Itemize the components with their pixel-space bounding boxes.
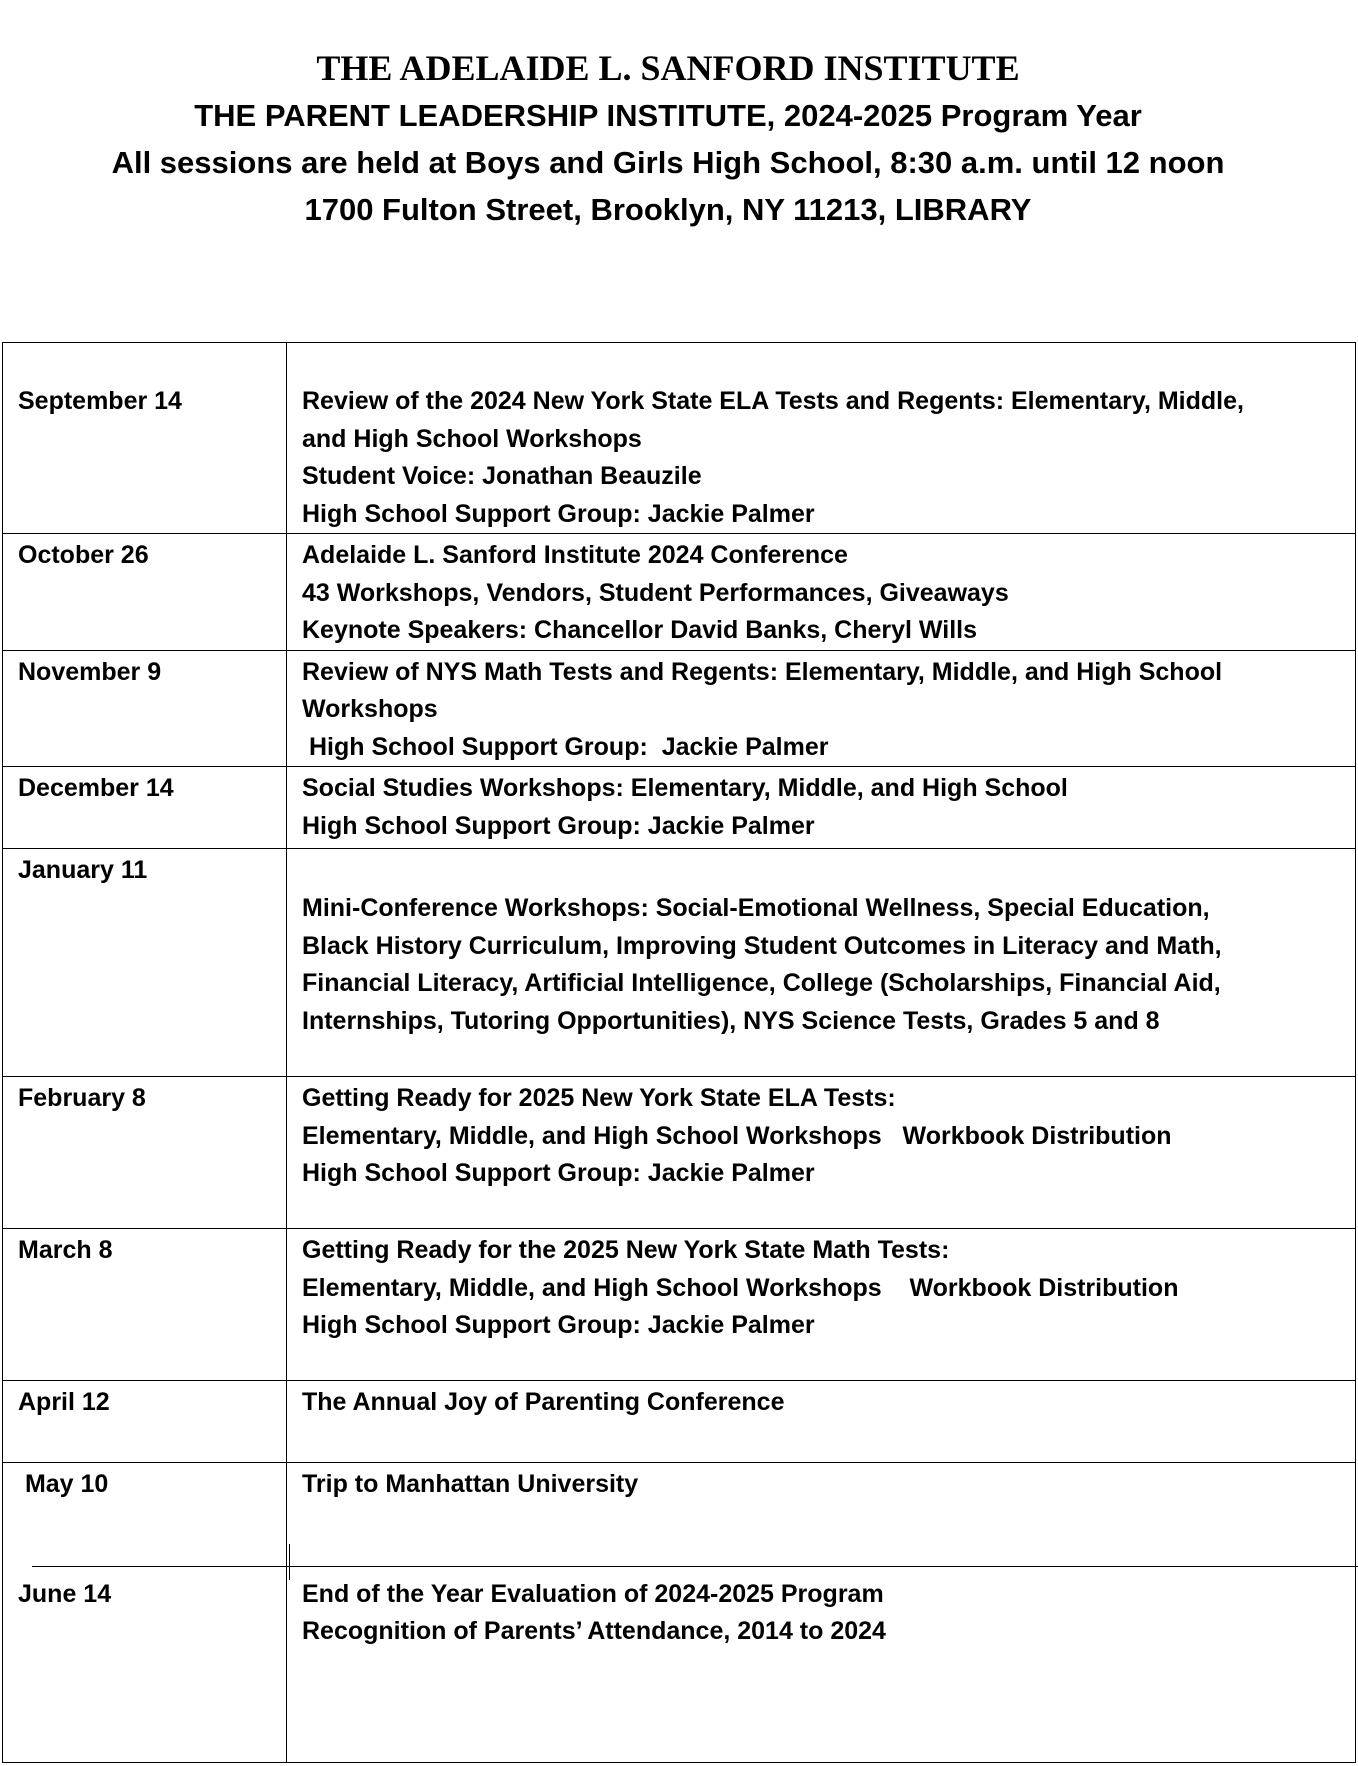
detail-line: Review of the 2024 New York State ELA Tests and Regents: Elementary, Middle, <box>302 387 1244 415</box>
detail-line: and High School Workshops <box>302 424 642 453</box>
session-details <box>287 1381 1356 1463</box>
detail-line: Workshops <box>302 695 438 723</box>
date-text: January 11 <box>18 856 148 884</box>
table-row <box>3 650 1356 767</box>
detail-line: Internships, Tutoring Opportunities), NYS Science Tests, Grades 5 and 8 <box>302 1006 1160 1035</box>
session-date <box>3 767 287 849</box>
session-details <box>287 849 1356 1077</box>
session-date <box>3 650 287 767</box>
session-details <box>287 1077 1356 1229</box>
table-row <box>3 1463 1356 1763</box>
table-row <box>3 849 1356 1077</box>
detail-line: Getting Ready for 2025 New York State ELA Tests: <box>302 1084 896 1112</box>
session-date <box>3 343 287 534</box>
session-date <box>3 534 287 651</box>
detail-line: Review of NYS Math Tests and Regents: Elementary, Middle, and High School <box>302 657 1223 686</box>
session-details <box>287 534 1356 651</box>
detail-line: Elementary, Middle, and High School Workshops Workbook Distribution <box>302 1273 1179 1302</box>
table-row <box>3 534 1356 651</box>
detail-line: Student Voice: Jonathan Beauzile <box>302 462 702 490</box>
detail-line: Social Studies Workshops: Elementary, Middle, and High School <box>302 774 1068 802</box>
session-details <box>287 1463 1356 1763</box>
detail-line: High School Support Group: Jackie Palmer <box>302 811 815 840</box>
detail-line: High School Support Group: Jackie Palmer <box>302 732 829 761</box>
table-row <box>3 1077 1356 1229</box>
detail-line: High School Support Group: Jackie Palmer <box>302 1311 815 1339</box>
detail-line: Black History Curriculum, Improving Student Outcomes in Literacy and Math, <box>302 931 1222 960</box>
schedule-table <box>2 342 1356 1763</box>
table-row <box>3 1381 1356 1463</box>
detail-line: Mini-Conference Workshops: Social-Emotional Wellness, Special Education, <box>302 894 1210 922</box>
detail-line: Elementary, Middle, and High School Workshops Workbook Distribution <box>302 1121 1172 1150</box>
detail-line: Keynote Speakers: Chancellor David Banks, Cheryl Wills <box>302 616 978 644</box>
session-details <box>287 1229 1356 1381</box>
date-text: February 8 <box>18 1084 146 1112</box>
session-details <box>287 343 1356 534</box>
document-header <box>0 44 1336 233</box>
detail-line: Getting Ready for the 2025 New York State Math Tests: <box>302 1236 950 1264</box>
session-date <box>3 849 287 1077</box>
detail-line: Recognition of Parents’ Attendance, 2014 to 2024 <box>302 1617 886 1645</box>
institute-title: THE ADELAIDE L. SANFORD INSTITUTE <box>316 48 1020 88</box>
table-row <box>3 767 1356 849</box>
date-text: December 14 <box>18 774 174 802</box>
session-time-note: All sessions are held at Boys and Girls High School, 8:30 a.m. until 12 noon <box>111 145 1225 180</box>
session-date <box>3 1463 287 1763</box>
detail-line: The Annual Joy of Parenting Conference <box>302 1388 785 1416</box>
date-text: March 8 <box>18 1236 113 1264</box>
session-details <box>287 767 1356 849</box>
row-divider-tick <box>289 1544 290 1580</box>
detail-line: Adelaide L. Sanford Institute 2024 Conference <box>302 541 848 569</box>
row-divider-line <box>32 1566 1358 1567</box>
session-details <box>287 650 1356 767</box>
detail-line: High School Support Group: Jackie Palmer <box>302 499 815 528</box>
session-date <box>3 1077 287 1229</box>
detail-line: 43 Workshops, Vendors, Student Performances, Giveaways <box>302 578 1009 607</box>
detail-line: Financial Literacy, Artificial Intelligence, College (Scholarships, Financial Aid, <box>302 969 1221 997</box>
session-date <box>3 1229 287 1381</box>
detail-line: Trip to Manhattan University <box>302 1470 639 1498</box>
location-address: 1700 Fulton Street, Brooklyn, NY 11213, LIBRARY <box>304 192 1032 227</box>
program-title: THE PARENT LEADERSHIP INSTITUTE, 2024-2025 Program Year <box>194 98 1142 133</box>
table-row <box>3 343 1356 534</box>
date-text: November 9 <box>18 657 162 686</box>
date-text: September 14 <box>18 387 182 415</box>
date-text: April 12 <box>18 1388 110 1416</box>
detail-line: End of the Year Evaluation of 2024-2025 Program <box>302 1579 884 1608</box>
table-row <box>3 1229 1356 1381</box>
date-text: May 10 <box>18 1470 109 1498</box>
date-text: June 14 <box>18 1579 112 1608</box>
session-date <box>3 1381 287 1463</box>
detail-line: High School Support Group: Jackie Palmer <box>302 1159 815 1187</box>
date-text: October 26 <box>18 541 149 569</box>
